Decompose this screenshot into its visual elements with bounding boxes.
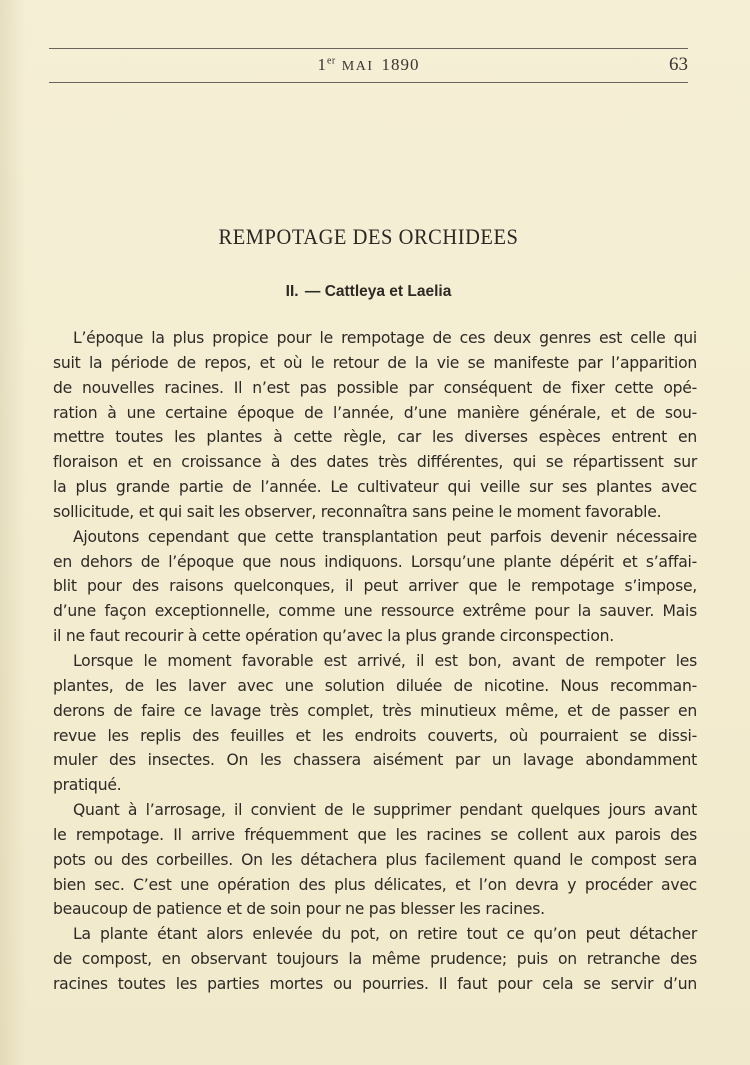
text-line: Lorsque le moment favorable est arrivé, il est bon, avant de rempoter les: [73, 651, 697, 670]
header-top-rule: [49, 48, 688, 49]
page-number: 63: [669, 54, 688, 75]
text-line: muler des insectes. On les chassera aisément par un lavage abondamment: [53, 751, 697, 770]
text-line: la plus grande partie de l’année. Le cultivateur qui veille sur ses plantes avec: [53, 478, 697, 497]
text-line: suit la période de repos, et où le retour de la vie se manifeste par l’apparition: [53, 353, 697, 372]
text-line: pots ou des corbeilles. On les détachera plus facilement quand le compost sera: [53, 850, 697, 869]
article-title: REMPOTAGE DES ORCHIDEES: [218, 224, 519, 249]
running-head: [49, 54, 688, 78]
section-dash: —: [304, 283, 321, 300]
text-line: de compost, en observant toujours la même prudence; puis on retranche des: [53, 950, 697, 969]
article-body: [53, 326, 697, 997]
text-line: en dehors de l’époque que nous indiquons. Lorsqu’une plante dépérit et s’affai-: [53, 552, 697, 571]
text-line: ration à une certaine époque de l’année, d’une manière générale, et de sou-: [53, 403, 697, 422]
text-line: bien sec. C’est une opération des plus délicates, et l’on devra y procéder avec: [53, 875, 697, 894]
header-bottom-rule: [49, 82, 688, 83]
text-line: beaucoup de patience et de soin pour ne pas blesser les racines.: [53, 900, 545, 919]
text-line: blit pour des raisons quelconques, il peut arriver que le rempotage s’impose,: [53, 577, 697, 596]
text-line: Quant à l’arrosage, il convient de le supprimer pendant quelques jours avant: [73, 801, 697, 820]
text-line: de nouvelles racines. Il n’est pas possible par conséquent de fixer cette opé-: [53, 378, 697, 397]
section-heading: [49, 283, 688, 301]
text-line: il ne faut recourir à cette opération qu’avec la plus grande circonspection.: [53, 627, 614, 646]
text-line: d’une façon exceptionnelle, comme une ressource extrême pour la sauver. Mais: [53, 602, 697, 621]
text-line: mettre toutes les plantes à cette règle, car les diverses espèces entrent en: [53, 428, 697, 447]
section-number: II.: [285, 283, 299, 300]
issue-date: [49, 55, 688, 75]
text-line: derons de faire ce lavage très complet, très minutieux même, et de passer en: [53, 701, 697, 720]
section-title: Cattleya et Laelia: [324, 283, 452, 300]
text-line: pratiqué.: [53, 776, 122, 795]
text-line: le rempotage. Il arrive fréquemment que les racines se collent aux parois des: [53, 825, 697, 844]
text-line: sollicitude, et qui sait les observer, reconnaîtra sans peine le moment favorable.: [53, 502, 662, 521]
issue-month: MAI: [341, 59, 374, 74]
text-line: floraison et en croissance à des dates très différentes, qui se répartissent sur: [53, 453, 697, 472]
text-line: La plante étant alors enlevée du pot, on retire tout ce qu’on peut détacher: [73, 925, 697, 944]
issue-year: 1890: [381, 55, 420, 74]
text-line: Ajoutons cependant que cette transplantation peut parfois devenir nécessaire: [73, 527, 697, 546]
issue-day: 1: [317, 55, 327, 74]
text-line: revue les replis des feuilles et les endroits couverts, où pourraient se dissi-: [53, 726, 697, 745]
text-line: racines toutes les parties mortes ou pourries. Il faut pour cela se servir d’un: [53, 974, 697, 993]
text-line: plantes, de les laver avec une solution diluée de nicotine. Nous recomman-: [53, 676, 697, 695]
text-line: L’époque la plus propice pour le rempotage de ces deux genres est celle qui: [73, 329, 697, 347]
issue-day-suffix: er: [326, 55, 336, 67]
